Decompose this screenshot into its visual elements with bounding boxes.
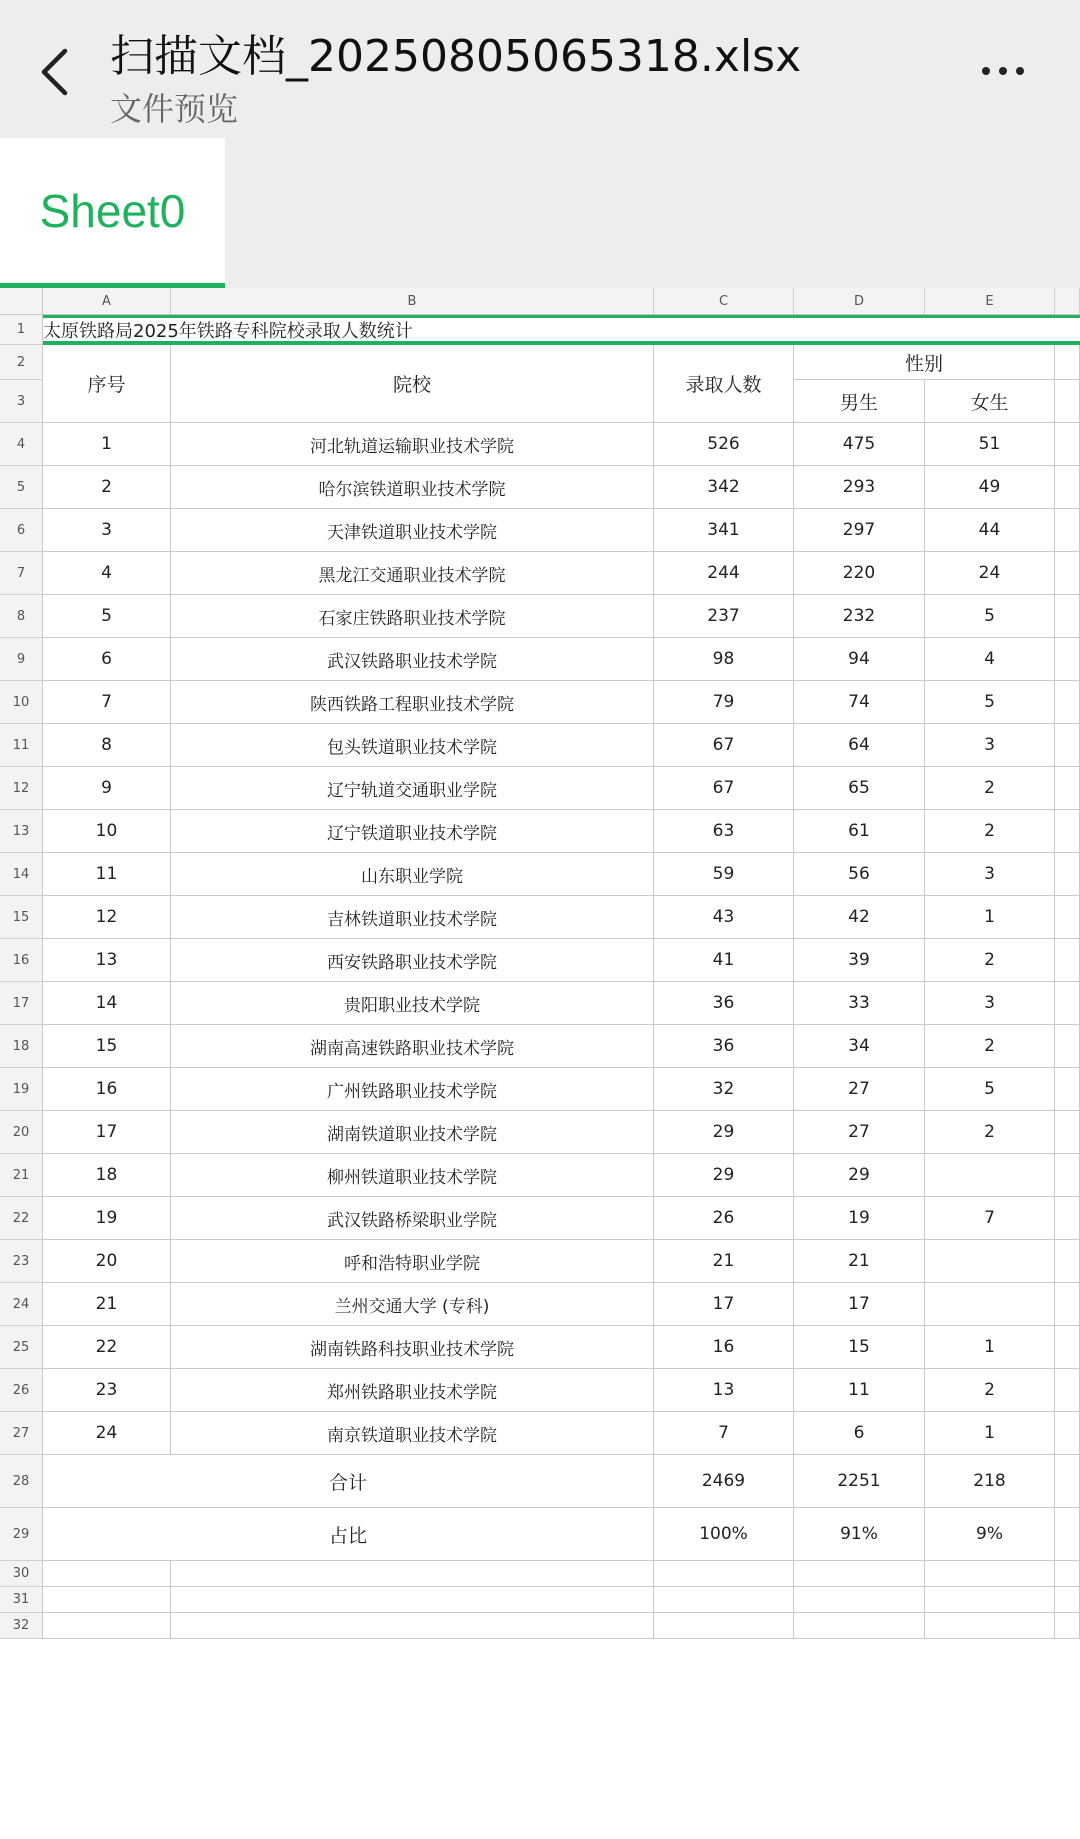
cell-female[interactable]: 2 bbox=[925, 939, 1055, 982]
cell-index[interactable]: 8 bbox=[43, 724, 171, 767]
cell-female[interactable]: 1 bbox=[925, 896, 1055, 939]
cell-male[interactable]: 74 bbox=[794, 681, 925, 724]
empty-cell[interactable] bbox=[925, 1561, 1055, 1587]
cell-index[interactable]: 2 bbox=[43, 466, 171, 509]
cell-male[interactable]: 94 bbox=[794, 638, 925, 681]
row-header[interactable]: 1 bbox=[0, 315, 43, 345]
cell-male[interactable]: 39 bbox=[794, 939, 925, 982]
cell-school[interactable]: 湖南高速铁路职业技术学院 bbox=[171, 1025, 654, 1068]
select-all-corner[interactable] bbox=[0, 288, 43, 315]
cell-female[interactable]: 3 bbox=[925, 982, 1055, 1025]
cell-index[interactable]: 23 bbox=[43, 1369, 171, 1412]
header-school[interactable]: 院校 bbox=[171, 345, 654, 423]
empty-cell[interactable] bbox=[1055, 466, 1080, 509]
cell-school[interactable]: 柳州铁道职业技术学院 bbox=[171, 1154, 654, 1197]
empty-cell[interactable] bbox=[1055, 810, 1080, 853]
cell-index[interactable]: 12 bbox=[43, 896, 171, 939]
empty-cell[interactable] bbox=[171, 1613, 654, 1639]
cell-admitted[interactable]: 26 bbox=[654, 1197, 794, 1240]
cell-index[interactable]: 18 bbox=[43, 1154, 171, 1197]
cell-index[interactable]: 24 bbox=[43, 1412, 171, 1455]
cell-female[interactable]: 7 bbox=[925, 1197, 1055, 1240]
cell-female[interactable]: 2 bbox=[925, 1111, 1055, 1154]
cell-male[interactable]: 11 bbox=[794, 1369, 925, 1412]
total-row-admitted[interactable]: 2469 bbox=[654, 1455, 794, 1508]
cell-school[interactable]: 呼和浩特职业学院 bbox=[171, 1240, 654, 1283]
empty-cell[interactable] bbox=[1055, 1587, 1080, 1613]
app-header bbox=[0, 0, 1080, 138]
file-title: 扫描文档_20250805065318.xlsx bbox=[110, 31, 802, 82]
empty-cell[interactable] bbox=[1055, 1369, 1080, 1412]
cell-index[interactable]: 7 bbox=[43, 681, 171, 724]
empty-cell[interactable] bbox=[1055, 423, 1080, 466]
cell-female[interactable] bbox=[925, 1283, 1055, 1326]
row-header[interactable]: 7 bbox=[0, 552, 43, 595]
cell-female[interactable]: 3 bbox=[925, 724, 1055, 767]
empty-cell[interactable] bbox=[1055, 724, 1080, 767]
cell-admitted[interactable]: 79 bbox=[654, 681, 794, 724]
cell-school[interactable]: 兰州交通大学 (专科) bbox=[171, 1283, 654, 1326]
chevron-left-icon bbox=[39, 48, 69, 96]
cell-male[interactable]: 15 bbox=[794, 1326, 925, 1369]
cell-female[interactable]: 5 bbox=[925, 681, 1055, 724]
cell-school[interactable]: 石家庄铁路职业技术学院 bbox=[171, 595, 654, 638]
cell-school[interactable]: 山东职业学院 bbox=[171, 853, 654, 896]
empty-cell[interactable] bbox=[1055, 345, 1080, 380]
row-header[interactable]: 9 bbox=[0, 638, 43, 681]
cell-male[interactable]: 65 bbox=[794, 767, 925, 810]
empty-cell[interactable] bbox=[1055, 380, 1080, 423]
ratio-row-label[interactable]: 占比 bbox=[43, 1508, 654, 1561]
cell-school[interactable]: 辽宁铁道职业技术学院 bbox=[171, 810, 654, 853]
cell-female[interactable]: 49 bbox=[925, 466, 1055, 509]
cell-admitted[interactable]: 7 bbox=[654, 1412, 794, 1455]
empty-cell[interactable] bbox=[1055, 1326, 1080, 1369]
cell-female[interactable]: 51 bbox=[925, 423, 1055, 466]
header-index[interactable]: 序号 bbox=[43, 345, 171, 423]
empty-cell[interactable] bbox=[1055, 1025, 1080, 1068]
cell-index[interactable]: 1 bbox=[43, 423, 171, 466]
empty-cell[interactable] bbox=[1055, 1283, 1080, 1326]
cell-male[interactable]: 220 bbox=[794, 552, 925, 595]
cell-male[interactable]: 297 bbox=[794, 509, 925, 552]
row-header[interactable]: 11 bbox=[0, 724, 43, 767]
column-header[interactable]: C bbox=[654, 288, 794, 315]
more-dot-icon bbox=[982, 67, 990, 75]
cell-index[interactable]: 3 bbox=[43, 509, 171, 552]
sheet-tab-bar bbox=[0, 138, 1080, 288]
row-header[interactable]: 5 bbox=[0, 466, 43, 509]
cell-male[interactable]: 61 bbox=[794, 810, 925, 853]
row-header[interactable]: 8 bbox=[0, 595, 43, 638]
cell-index[interactable]: 11 bbox=[43, 853, 171, 896]
cell-admitted[interactable]: 244 bbox=[654, 552, 794, 595]
row-header[interactable]: 14 bbox=[0, 853, 43, 896]
empty-cell[interactable] bbox=[1055, 939, 1080, 982]
empty-cell[interactable] bbox=[171, 1561, 654, 1587]
empty-cell[interactable] bbox=[1055, 1508, 1080, 1561]
cell-index[interactable]: 10 bbox=[43, 810, 171, 853]
cell-school[interactable]: 郑州铁路职业技术学院 bbox=[171, 1369, 654, 1412]
cell-admitted[interactable]: 342 bbox=[654, 466, 794, 509]
empty-cell[interactable] bbox=[1055, 1613, 1080, 1639]
empty-cell[interactable] bbox=[1055, 509, 1080, 552]
sheet-title-cell[interactable]: 太原铁路局2025年铁路专科院校录取人数统计 bbox=[43, 315, 1080, 345]
row-header[interactable]: 17 bbox=[0, 982, 43, 1025]
cell-index[interactable]: 17 bbox=[43, 1111, 171, 1154]
header-gender[interactable]: 性别 bbox=[794, 345, 1055, 380]
empty-cell[interactable] bbox=[1055, 1111, 1080, 1154]
empty-cell[interactable] bbox=[925, 1613, 1055, 1639]
cell-admitted[interactable]: 59 bbox=[654, 853, 794, 896]
row-header[interactable]: 6 bbox=[0, 509, 43, 552]
empty-cell[interactable] bbox=[171, 1587, 654, 1613]
cell-male[interactable]: 475 bbox=[794, 423, 925, 466]
empty-cell[interactable] bbox=[1055, 1455, 1080, 1508]
header-admitted[interactable]: 录取人数 bbox=[654, 345, 794, 423]
column-header[interactable]: D bbox=[794, 288, 925, 315]
cell-male[interactable]: 17 bbox=[794, 1283, 925, 1326]
cell-admitted[interactable]: 341 bbox=[654, 509, 794, 552]
tab-label: Sheet0 bbox=[39, 184, 186, 237]
cell-admitted[interactable]: 63 bbox=[654, 810, 794, 853]
cell-male[interactable]: 33 bbox=[794, 982, 925, 1025]
empty-cell[interactable] bbox=[654, 1587, 794, 1613]
cell-school[interactable]: 哈尔滨铁道职业技术学院 bbox=[171, 466, 654, 509]
cell-admitted[interactable]: 237 bbox=[654, 595, 794, 638]
cell-index[interactable]: 5 bbox=[43, 595, 171, 638]
cell-female[interactable]: 2 bbox=[925, 1369, 1055, 1412]
row-header[interactable]: 15 bbox=[0, 896, 43, 939]
cell-admitted[interactable]: 21 bbox=[654, 1240, 794, 1283]
empty-cell[interactable] bbox=[43, 1587, 171, 1613]
empty-cell[interactable] bbox=[654, 1613, 794, 1639]
row-header[interactable]: 25 bbox=[0, 1326, 43, 1369]
empty-cell[interactable] bbox=[1055, 1561, 1080, 1587]
row-header[interactable]: 19 bbox=[0, 1068, 43, 1111]
row-header[interactable]: 3 bbox=[0, 380, 43, 423]
empty-cell[interactable] bbox=[1055, 595, 1080, 638]
cell-school[interactable]: 陕西铁路工程职业技术学院 bbox=[171, 681, 654, 724]
row-header[interactable]: 10 bbox=[0, 681, 43, 724]
ratio-row-female[interactable]: 9% bbox=[925, 1508, 1055, 1561]
cell-school[interactable]: 天津铁道职业技术学院 bbox=[171, 509, 654, 552]
ratio-row-male[interactable]: 91% bbox=[794, 1508, 925, 1561]
empty-cell[interactable] bbox=[43, 1561, 171, 1587]
cell-female[interactable]: 2 bbox=[925, 1025, 1055, 1068]
cell-index[interactable]: 14 bbox=[43, 982, 171, 1025]
cell-admitted[interactable]: 13 bbox=[654, 1369, 794, 1412]
cell-admitted[interactable]: 36 bbox=[654, 1025, 794, 1068]
row-header[interactable]: 13 bbox=[0, 810, 43, 853]
cell-school[interactable]: 吉林铁道职业技术学院 bbox=[171, 896, 654, 939]
cell-male[interactable]: 34 bbox=[794, 1025, 925, 1068]
row-header[interactable]: 24 bbox=[0, 1283, 43, 1326]
cell-male[interactable]: 6 bbox=[794, 1412, 925, 1455]
cell-female[interactable]: 24 bbox=[925, 552, 1055, 595]
cell-school[interactable]: 武汉铁路桥梁职业学院 bbox=[171, 1197, 654, 1240]
row-header[interactable]: 27 bbox=[0, 1412, 43, 1455]
cell-school[interactable]: 辽宁轨道交通职业学院 bbox=[171, 767, 654, 810]
cell-admitted[interactable]: 29 bbox=[654, 1111, 794, 1154]
cell-admitted[interactable]: 16 bbox=[654, 1326, 794, 1369]
cell-admitted[interactable]: 526 bbox=[654, 423, 794, 466]
cell-female[interactable]: 2 bbox=[925, 767, 1055, 810]
empty-cell[interactable] bbox=[925, 1587, 1055, 1613]
cell-school[interactable]: 包头铁道职业技术学院 bbox=[171, 724, 654, 767]
row-header[interactable]: 31 bbox=[0, 1587, 43, 1613]
row-header[interactable]: 22 bbox=[0, 1197, 43, 1240]
cell-male[interactable]: 42 bbox=[794, 896, 925, 939]
tab-sheet0[interactable] bbox=[0, 138, 225, 288]
column-header[interactable]: A bbox=[43, 288, 171, 315]
cell-female[interactable]: 5 bbox=[925, 595, 1055, 638]
cell-school[interactable]: 西安铁路职业技术学院 bbox=[171, 939, 654, 982]
empty-cell[interactable] bbox=[1055, 1197, 1080, 1240]
cell-male[interactable]: 27 bbox=[794, 1068, 925, 1111]
cell-index[interactable]: 4 bbox=[43, 552, 171, 595]
ratio-row-admitted[interactable]: 100% bbox=[654, 1508, 794, 1561]
cell-school[interactable]: 广州铁路职业技术学院 bbox=[171, 1068, 654, 1111]
more-options-button[interactable] bbox=[968, 46, 1038, 96]
back-button[interactable] bbox=[28, 40, 80, 104]
cell-school[interactable]: 南京铁道职业技术学院 bbox=[171, 1412, 654, 1455]
cell-school[interactable]: 武汉铁路职业技术学院 bbox=[171, 638, 654, 681]
empty-cell[interactable] bbox=[1055, 853, 1080, 896]
cell-male[interactable]: 56 bbox=[794, 853, 925, 896]
column-header[interactable]: B bbox=[171, 288, 654, 315]
empty-cell[interactable] bbox=[1055, 638, 1080, 681]
cell-female[interactable]: 1 bbox=[925, 1326, 1055, 1369]
cell-male[interactable]: 21 bbox=[794, 1240, 925, 1283]
cell-index[interactable]: 15 bbox=[43, 1025, 171, 1068]
cell-admitted[interactable]: 43 bbox=[654, 896, 794, 939]
cell-admitted[interactable]: 41 bbox=[654, 939, 794, 982]
cell-female[interactable]: 2 bbox=[925, 810, 1055, 853]
cell-school[interactable]: 贵阳职业技术学院 bbox=[171, 982, 654, 1025]
cell-admitted[interactable]: 67 bbox=[654, 767, 794, 810]
cell-male[interactable]: 19 bbox=[794, 1197, 925, 1240]
row-header[interactable]: 20 bbox=[0, 1111, 43, 1154]
empty-cell[interactable] bbox=[1055, 1240, 1080, 1283]
cell-admitted[interactable]: 36 bbox=[654, 982, 794, 1025]
cell-school[interactable]: 黑龙江交通职业技术学院 bbox=[171, 552, 654, 595]
cell-female[interactable]: 1 bbox=[925, 1412, 1055, 1455]
total-row-label[interactable]: 合计 bbox=[43, 1455, 654, 1508]
column-header-extra[interactable] bbox=[1055, 288, 1080, 315]
cell-male[interactable]: 64 bbox=[794, 724, 925, 767]
file-subtitle: 文件预览 bbox=[110, 90, 239, 128]
cell-female[interactable]: 44 bbox=[925, 509, 1055, 552]
row-header[interactable]: 18 bbox=[0, 1025, 43, 1068]
cell-female[interactable] bbox=[925, 1154, 1055, 1197]
total-row-male[interactable]: 2251 bbox=[794, 1455, 925, 1508]
cell-male[interactable]: 232 bbox=[794, 595, 925, 638]
cell-index[interactable]: 16 bbox=[43, 1068, 171, 1111]
more-dot-icon bbox=[999, 67, 1007, 75]
cell-index[interactable]: 9 bbox=[43, 767, 171, 810]
cell-male[interactable]: 293 bbox=[794, 466, 925, 509]
cell-index[interactable]: 19 bbox=[43, 1197, 171, 1240]
empty-cell[interactable] bbox=[1055, 767, 1080, 810]
cell-admitted[interactable]: 17 bbox=[654, 1283, 794, 1326]
cell-index[interactable]: 13 bbox=[43, 939, 171, 982]
row-header[interactable]: 32 bbox=[0, 1613, 43, 1639]
cell-index[interactable]: 6 bbox=[43, 638, 171, 681]
empty-cell[interactable] bbox=[654, 1561, 794, 1587]
row-header[interactable]: 30 bbox=[0, 1561, 43, 1587]
empty-cell[interactable] bbox=[1055, 1412, 1080, 1455]
row-header[interactable]: 29 bbox=[0, 1508, 43, 1561]
empty-cell[interactable] bbox=[1055, 896, 1080, 939]
cell-admitted[interactable]: 32 bbox=[654, 1068, 794, 1111]
cell-school[interactable]: 湖南铁路科技职业技术学院 bbox=[171, 1326, 654, 1369]
row-header[interactable]: 23 bbox=[0, 1240, 43, 1283]
spreadsheet-grid[interactable] bbox=[0, 288, 1080, 1839]
cell-school[interactable]: 湖南铁道职业技术学院 bbox=[171, 1111, 654, 1154]
cell-admitted[interactable]: 29 bbox=[654, 1154, 794, 1197]
empty-cell[interactable] bbox=[1055, 1154, 1080, 1197]
empty-cell[interactable] bbox=[1055, 1068, 1080, 1111]
cell-female[interactable]: 5 bbox=[925, 1068, 1055, 1111]
row-header[interactable]: 16 bbox=[0, 939, 43, 982]
cell-admitted[interactable]: 67 bbox=[654, 724, 794, 767]
cell-female[interactable] bbox=[925, 1240, 1055, 1283]
empty-cell[interactable] bbox=[794, 1613, 925, 1639]
row-header[interactable]: 21 bbox=[0, 1154, 43, 1197]
cell-male[interactable]: 27 bbox=[794, 1111, 925, 1154]
empty-cell[interactable] bbox=[43, 1613, 171, 1639]
cell-female[interactable]: 3 bbox=[925, 853, 1055, 896]
cell-male[interactable]: 29 bbox=[794, 1154, 925, 1197]
empty-cell[interactable] bbox=[794, 1561, 925, 1587]
cell-admitted[interactable]: 98 bbox=[654, 638, 794, 681]
row-header[interactable]: 4 bbox=[0, 423, 43, 466]
cell-female[interactable]: 4 bbox=[925, 638, 1055, 681]
empty-cell[interactable] bbox=[1055, 681, 1080, 724]
row-header[interactable]: 2 bbox=[0, 345, 43, 380]
cell-index[interactable]: 20 bbox=[43, 1240, 171, 1283]
cell-school[interactable]: 河北轨道运输职业技术学院 bbox=[171, 423, 654, 466]
empty-cell[interactable] bbox=[1055, 982, 1080, 1025]
row-header[interactable]: 12 bbox=[0, 767, 43, 810]
more-dot-icon bbox=[1016, 67, 1024, 75]
cell-index[interactable]: 21 bbox=[43, 1283, 171, 1326]
cell-index[interactable]: 22 bbox=[43, 1326, 171, 1369]
header-male[interactable]: 男生 bbox=[794, 380, 925, 423]
empty-cell[interactable] bbox=[794, 1587, 925, 1613]
total-row-female[interactable]: 218 bbox=[925, 1455, 1055, 1508]
row-header[interactable]: 28 bbox=[0, 1455, 43, 1508]
empty-cell[interactable] bbox=[1055, 552, 1080, 595]
column-header[interactable]: E bbox=[925, 288, 1055, 315]
header-female[interactable]: 女生 bbox=[925, 380, 1055, 423]
row-header[interactable]: 26 bbox=[0, 1369, 43, 1412]
